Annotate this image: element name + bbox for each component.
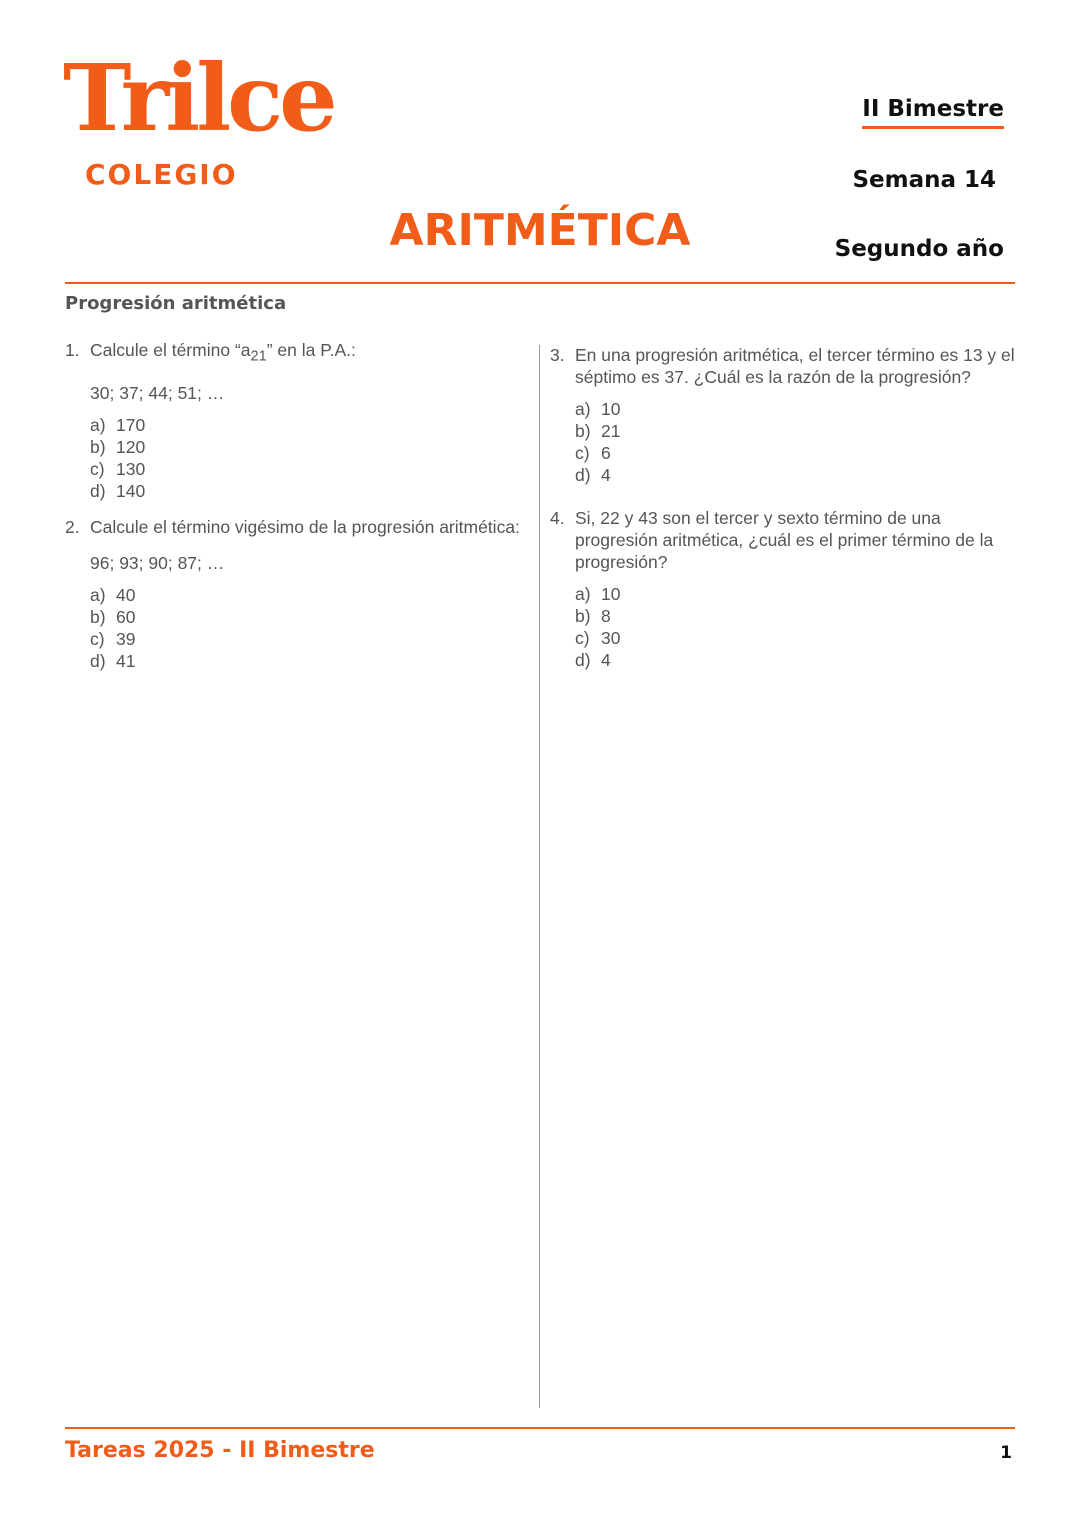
footer-divider bbox=[65, 1427, 1015, 1429]
question-text: Calcule el término vigésimo de la progresión aritmética: bbox=[90, 517, 520, 537]
column-divider bbox=[539, 345, 540, 1408]
option-letter: c) bbox=[575, 443, 590, 463]
option-letter: a) bbox=[90, 414, 106, 435]
options bbox=[575, 398, 1020, 486]
option-value: 10 bbox=[601, 584, 621, 604]
option-value: 140 bbox=[116, 480, 146, 501]
option-value: 21 bbox=[601, 421, 621, 441]
option-value: 120 bbox=[116, 436, 146, 457]
question-2 bbox=[65, 516, 535, 672]
option-letter: d) bbox=[575, 465, 591, 485]
answer-option bbox=[575, 420, 1020, 442]
question-text: Si, 22 y 43 son el tercer y sexto término de una progresión aritmética, ¿cuál es el primer término de la progresión? bbox=[575, 508, 994, 572]
question-text-end: ” en la P.A.: bbox=[266, 340, 356, 360]
answer-option bbox=[90, 480, 535, 502]
answer-option bbox=[575, 627, 1020, 649]
option-value: 39 bbox=[116, 629, 136, 649]
option-letter: b) bbox=[575, 606, 591, 626]
option-value: 4 bbox=[601, 465, 611, 485]
option-letter: c) bbox=[575, 628, 590, 648]
option-letter: a) bbox=[90, 585, 106, 605]
answer-option bbox=[90, 414, 535, 436]
option-letter: d) bbox=[90, 480, 106, 501]
header-divider bbox=[65, 282, 1015, 284]
option-letter: a) bbox=[575, 399, 591, 419]
semana-label: Semana 14 bbox=[852, 167, 996, 193]
option-value: 60 bbox=[116, 607, 136, 627]
answer-option bbox=[575, 649, 1020, 671]
question-3 bbox=[550, 344, 1020, 486]
page-title: ARITMÉTICA bbox=[389, 205, 691, 256]
question-number: 4. bbox=[550, 508, 565, 528]
question-text bbox=[90, 339, 535, 368]
option-value: 6 bbox=[601, 443, 611, 463]
footer-text: Tareas 2025 - II Bimestre bbox=[65, 1438, 375, 1463]
question-4 bbox=[550, 507, 1020, 671]
options bbox=[90, 414, 535, 502]
option-letter: c) bbox=[90, 458, 105, 479]
answer-option bbox=[90, 650, 535, 672]
option-value: 30 bbox=[601, 628, 621, 648]
option-value: 130 bbox=[116, 458, 146, 479]
option-value: 41 bbox=[116, 651, 136, 671]
answer-option bbox=[90, 436, 535, 458]
answer-option bbox=[90, 606, 535, 628]
answer-option bbox=[575, 583, 1020, 605]
option-value: 4 bbox=[601, 650, 611, 670]
question-number: 1. bbox=[65, 340, 80, 360]
option-letter: d) bbox=[575, 650, 591, 670]
logo: Trilce bbox=[63, 44, 334, 152]
answer-option bbox=[90, 584, 535, 606]
question-number: 2. bbox=[65, 517, 80, 537]
option-letter: b) bbox=[90, 607, 106, 627]
options bbox=[575, 583, 1020, 671]
bimestre-label: II Bimestre bbox=[862, 96, 1004, 129]
option-value: 40 bbox=[116, 585, 136, 605]
question-text-start: Calcule el término “a bbox=[90, 340, 251, 360]
page-number: 1 bbox=[1000, 1443, 1012, 1463]
answer-option bbox=[575, 605, 1020, 627]
question-1 bbox=[65, 339, 535, 502]
option-letter: a) bbox=[575, 584, 591, 604]
question-text: En una progresión aritmética, el tercer término es 13 y el séptimo es 37. ¿Cuál es la razón de la progresión? bbox=[575, 345, 1015, 387]
answer-option bbox=[575, 442, 1020, 464]
question-number: 3. bbox=[550, 345, 565, 365]
option-letter: b) bbox=[575, 421, 591, 441]
option-letter: d) bbox=[90, 651, 106, 671]
sequence: 96; 93; 90; 87; … bbox=[90, 553, 225, 573]
option-letter: b) bbox=[90, 436, 106, 457]
answer-option bbox=[90, 628, 535, 650]
grade-label: Segundo año bbox=[834, 236, 1004, 262]
answer-option bbox=[575, 398, 1020, 420]
option-value: 170 bbox=[116, 414, 146, 435]
options bbox=[90, 584, 535, 672]
option-value: 8 bbox=[601, 606, 611, 626]
subscript: 21 bbox=[250, 348, 267, 365]
logo-subtitle: COLEGIO bbox=[85, 158, 238, 191]
sequence: 30; 37; 44; 51; … bbox=[90, 382, 225, 403]
section-title: Progresión aritmética bbox=[65, 293, 287, 314]
answer-option bbox=[90, 458, 535, 480]
option-value: 10 bbox=[601, 399, 621, 419]
answer-option bbox=[575, 464, 1020, 486]
option-letter: c) bbox=[90, 629, 105, 649]
